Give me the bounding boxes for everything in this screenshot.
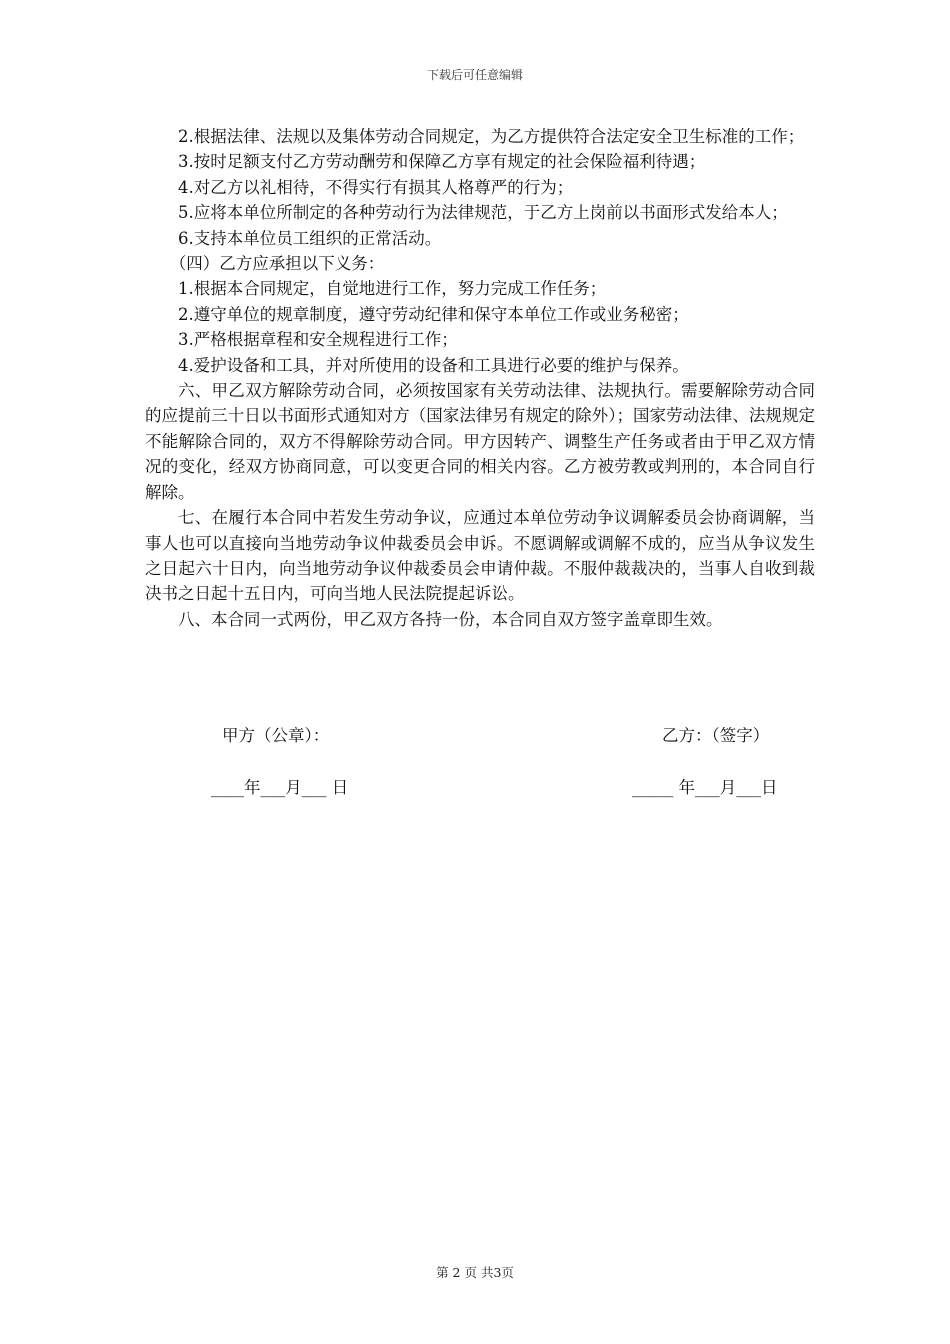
paragraph: 2.遵守单位的规章制度，遵守劳动纪律和保守本单位工作或业务秘密； <box>178 304 689 324</box>
party-a-date: ____年___月___ 日 <box>211 778 349 797</box>
page-footer: 第 2 页 共3页 <box>436 1265 514 1280</box>
paragraph: 六、甲乙双方解除劳动合同，必须按国家有关劳动法律、法规执行。需要解除劳动合同的应提前三十日以书面形式通知对方（国家法律另有规定的除外）；国家劳动法律、法规规定不能解除合同的，双方不得解除劳动合同。甲方因转产、调整生产任务或者由于甲乙双方情况的变化，经双方协商同意，可以变更合同的相关内容。乙方被劳教或判刑的，本合同自行解除。 <box>145 381 815 502</box>
page-header: 下载后可任意编辑 <box>426 68 523 82</box>
contract-body <box>145 124 815 632</box>
paragraph: 2.根据法律、法规以及集体劳动合同规定，为乙方提供符合法定安全卫生标准的工作； <box>178 127 805 146</box>
paragraph: 5.应将本单位所制定的各种劳动行为法律规范，于乙方上岗前以书面形式发给本人； <box>178 203 788 223</box>
paragraph: 4.爱护设备和工具，并对所使用的设备和工具进行必要的维护与保养。 <box>178 355 689 375</box>
party-b-label: 乙方：（签字） <box>662 726 770 745</box>
paragraph: 4.对乙方以礼相待，不得实行有损其人格尊严的行为； <box>178 177 574 197</box>
paragraph: 6.支持本单位员工组织的正常活动。 <box>178 228 442 248</box>
section-heading: （四）乙方应承担以下义务： <box>169 254 385 274</box>
paragraph: 八、本合同一式两份，甲乙双方各持一份，本合同自双方签字盖章即生效。 <box>178 609 723 629</box>
paragraph: 七、在履行本合同中若发生劳动争议，应通过本单位劳动争议调解委员会协商调解，当事人也可以直接向当地劳动争议仲裁委员会申诉。不愿调解或调解不成的，应当从争议发生之日起六十日内，向当地劳动争议仲裁委员会申请仲裁。不服仲裁裁决的，当事人自收到裁决书之日起十五日内，可向当地人民法院提起诉讼。 <box>145 508 815 604</box>
party-b-date: _____ 年___月___日 <box>632 778 778 797</box>
paragraph: 3.严格根据章程和安全规程进行工作； <box>178 330 458 350</box>
paragraph: 3.按时足额支付乙方劳动酬劳和保障乙方享有规定的社会保险福利待遇； <box>178 152 706 172</box>
paragraph: 1.根据本合同规定，自觉地进行工作，努力完成工作任务； <box>178 279 607 299</box>
party-a-label: 甲方（公章）： <box>222 726 330 745</box>
